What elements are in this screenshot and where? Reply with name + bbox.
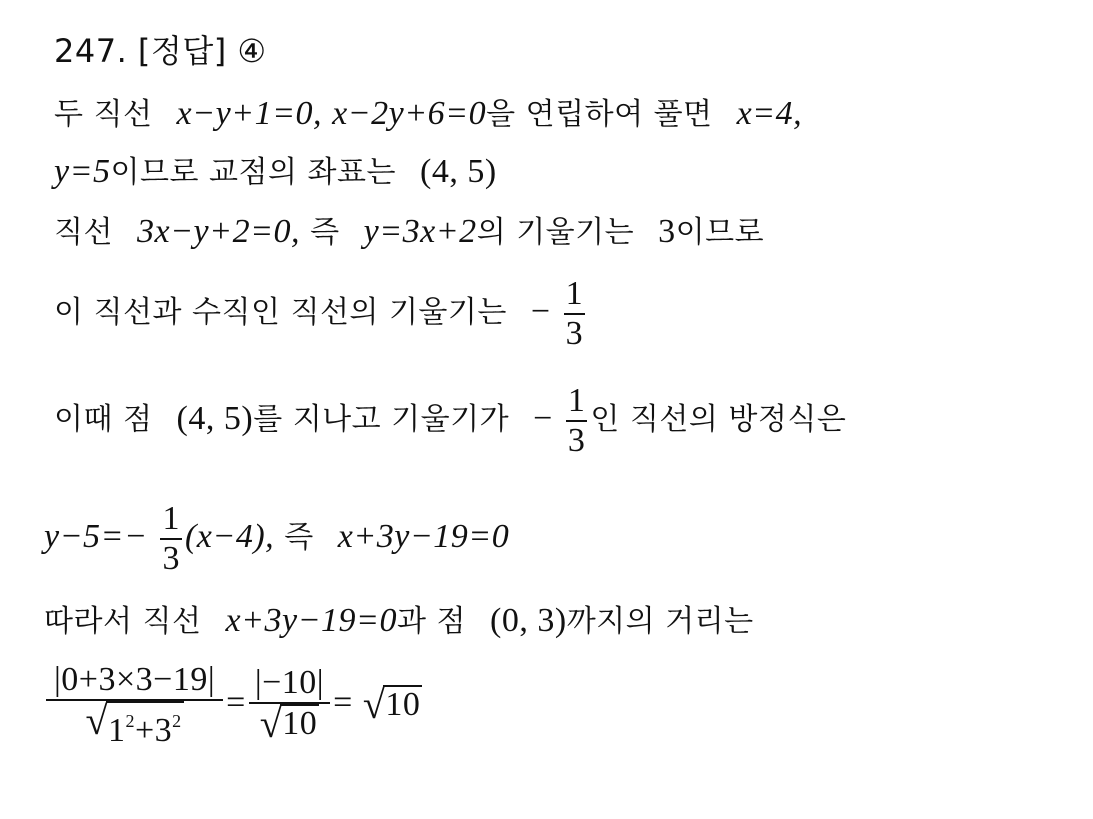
point-slope-factor: (x−4), bbox=[184, 518, 275, 555]
fraction-denominator: 3 bbox=[567, 421, 586, 459]
solution-line-6 bbox=[44, 498, 509, 578]
sqrt-sign bbox=[85, 697, 184, 749]
radicand-term-2: +3 bbox=[134, 711, 173, 749]
line6-text-1: 즉 bbox=[284, 520, 314, 555]
solution-line-3 bbox=[54, 212, 764, 253]
fraction-numerator: 1 bbox=[565, 274, 584, 312]
simplified-fraction bbox=[249, 664, 330, 746]
solution-line-7 bbox=[44, 601, 754, 642]
solution-y: y=5 bbox=[54, 153, 111, 190]
distance-numerator: |0+3×3−19| bbox=[54, 660, 216, 698]
line4-text-1: 이 직선과 수직인 직선의 기울기는 bbox=[54, 295, 507, 330]
equation-3: 3x−y+2=0, bbox=[137, 213, 301, 250]
radicand bbox=[106, 701, 184, 749]
exponent-1: 2 bbox=[125, 710, 135, 731]
line5-text-3: 인 직선의 방정식은 bbox=[590, 402, 847, 437]
equation-1: x−y+1=0, bbox=[176, 95, 323, 132]
line3-text-2: 즉 bbox=[310, 215, 340, 250]
general-form-equation: x+3y−19=0 bbox=[337, 518, 510, 555]
distance-fraction bbox=[46, 661, 223, 749]
line7-text-2: 과 점 bbox=[397, 604, 466, 639]
answer-label: [정답] bbox=[137, 32, 227, 70]
solution-line-2 bbox=[54, 152, 497, 193]
problem-number: 247. bbox=[54, 32, 128, 70]
radical-symbol-icon: √ bbox=[85, 697, 108, 743]
simplified-numerator: |−10| bbox=[254, 663, 325, 701]
line1-text-2: 을 연립하여 풀면 bbox=[486, 97, 713, 132]
slope-fraction bbox=[566, 382, 588, 460]
radicand: 10 bbox=[282, 704, 318, 742]
line3-text-4: 이므로 bbox=[675, 215, 765, 250]
point-slope-lhs: y−5=− bbox=[44, 518, 148, 555]
equation-2: x−2y+6=0 bbox=[332, 95, 487, 132]
line3-text-3: 의 기울기는 bbox=[476, 215, 635, 250]
solution-line-1 bbox=[54, 94, 802, 135]
equation-3-slope-form: y=3x+2 bbox=[363, 213, 477, 250]
radicand-term-1: 1 bbox=[107, 711, 126, 749]
solution-x: x=4, bbox=[736, 95, 803, 132]
distance-computation bbox=[46, 654, 422, 754]
fraction-numerator: 1 bbox=[162, 499, 180, 537]
slope-fraction bbox=[564, 275, 586, 353]
line5-text-2: 를 지나고 기울기가 bbox=[253, 402, 510, 437]
distance-denominator bbox=[78, 697, 192, 749]
equals-sign-2: = bbox=[333, 684, 353, 721]
slope-value: 3 bbox=[658, 213, 676, 250]
point-slope-fraction bbox=[160, 500, 182, 578]
slope-sign: − bbox=[530, 293, 551, 330]
sqrt-sign bbox=[259, 700, 319, 746]
distance-result bbox=[362, 681, 422, 727]
radical-symbol-icon: √ bbox=[259, 700, 283, 746]
simplified-denominator bbox=[258, 700, 321, 746]
solution-line-5 bbox=[54, 380, 846, 460]
problem-header bbox=[54, 31, 267, 71]
slope-sign: − bbox=[533, 400, 553, 437]
intersection-point: (4, 5) bbox=[420, 153, 497, 190]
fraction-denominator: 3 bbox=[565, 314, 584, 352]
answer-mark: ④ bbox=[237, 32, 267, 70]
line3-text-1: 직선 bbox=[54, 215, 113, 250]
line5-text-1: 이때 점 bbox=[54, 402, 153, 437]
line2-text-1: 이므로 교점의 좌표는 bbox=[110, 155, 396, 190]
line7-text-1: 따라서 직선 bbox=[44, 604, 202, 639]
radical-symbol-icon: √ bbox=[362, 681, 386, 727]
equals-sign-1: = bbox=[226, 684, 246, 721]
result-radicand: 10 bbox=[385, 685, 421, 723]
line7-text-3: 까지의 거리는 bbox=[566, 604, 754, 639]
line1-text-1: 두 직선 bbox=[54, 97, 153, 132]
point-4-5: (4, 5) bbox=[176, 400, 254, 437]
solution-line-4 bbox=[54, 273, 588, 353]
line-equation: x+3y−19=0 bbox=[225, 602, 397, 639]
point-0-3: (0, 3) bbox=[490, 602, 567, 639]
exponent-2: 2 bbox=[172, 710, 182, 731]
fraction-numerator: 1 bbox=[567, 381, 586, 419]
fraction-denominator: 3 bbox=[162, 539, 180, 577]
